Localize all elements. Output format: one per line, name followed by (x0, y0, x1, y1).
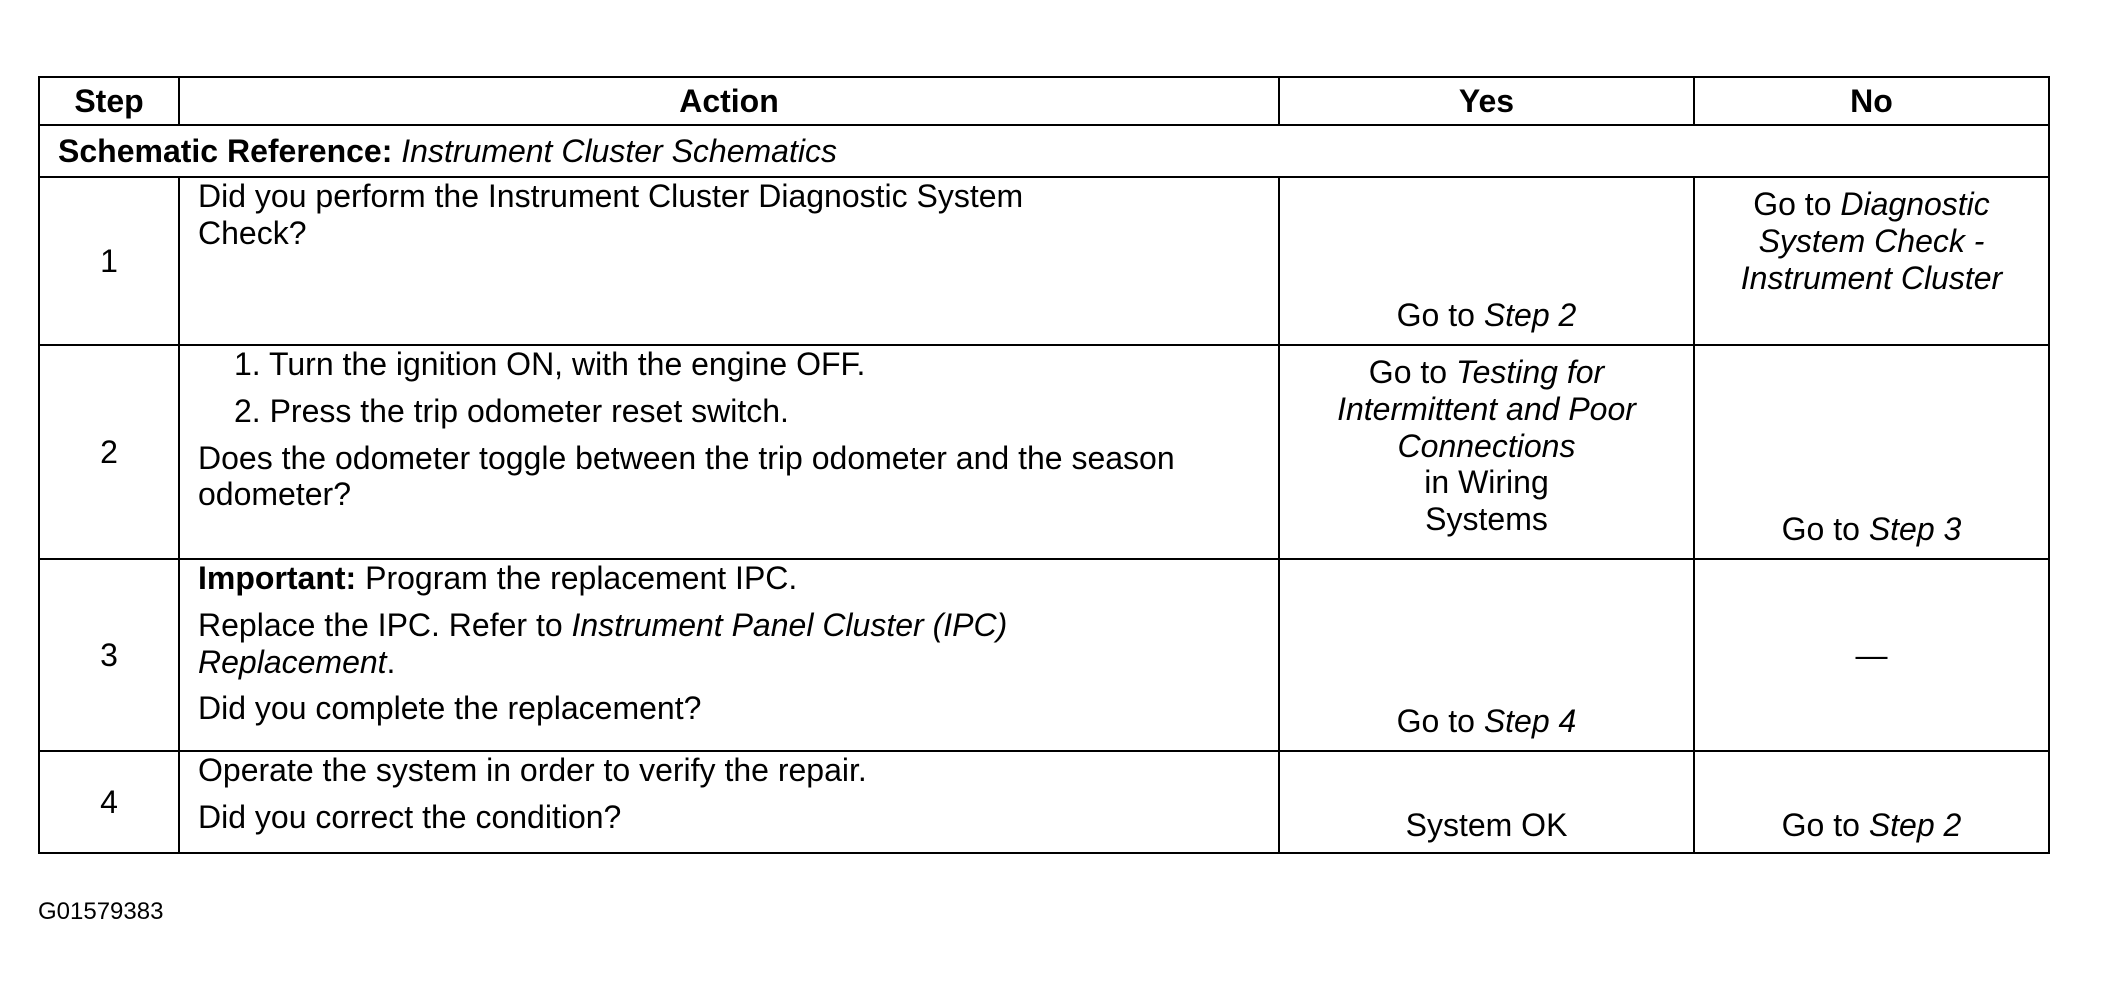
no-cell (1694, 345, 2049, 559)
yes-cell (1279, 751, 1694, 853)
yes-text: System OK (1405, 807, 1568, 844)
header-no: No (1694, 77, 2049, 125)
header-step: Step (39, 77, 179, 125)
no-link[interactable]: Diagnostic System Check - Instrument Cluster (1740, 186, 2003, 296)
replace-link[interactable]: Instrument Panel Cluster (IPC) Replacement (198, 606, 1008, 680)
replace-suffix: . (386, 643, 396, 680)
header-action: Action (179, 77, 1279, 125)
yes-link[interactable]: Step 2 (1483, 297, 1577, 334)
table-row (39, 177, 2049, 345)
action-text: Did you correct the condition? (198, 798, 622, 835)
action-text: Does the odometer toggle between the trip odometer and the season odometer? (198, 439, 1175, 513)
important-text: Program the replacement IPC. (365, 560, 798, 596)
no-dash: — (1855, 636, 1888, 673)
yes-prefix: Go to (1368, 354, 1448, 390)
yes-prefix: Go to (1396, 703, 1475, 740)
yes-prefix: Go to (1396, 297, 1475, 334)
no-link[interactable]: Step 2 (1868, 807, 1962, 844)
action-cell (179, 559, 1279, 751)
no-cell (1694, 751, 2049, 853)
list-item: 2. Press the trip odometer reset switch. (234, 392, 789, 429)
replace-instruction (198, 607, 1138, 681)
important-label: Important: (198, 560, 357, 596)
action-text: Did you perform the Instrument Cluster Diagnostic System Check? (198, 178, 1024, 251)
step-number: 2 (39, 345, 179, 559)
schematic-reference (39, 125, 2049, 177)
schematic-reference-link[interactable]: Instrument Cluster Schematics (401, 132, 837, 169)
yes-suffix: in Wiring Systems (1424, 464, 1549, 538)
step-number: 1 (39, 177, 179, 345)
no-prefix: Go to (1753, 186, 1832, 222)
no-prefix: Go to (1781, 511, 1860, 548)
figure-id: G01579383 (38, 898, 164, 925)
table-row (39, 559, 2049, 751)
no-link[interactable]: Step 3 (1868, 511, 1962, 548)
yes-link[interactable]: Testing for Intermittent and Poor Connections (1337, 354, 1636, 464)
action-cell (179, 177, 1279, 345)
diagnostic-table (38, 76, 2050, 854)
schematic-reference-row (39, 125, 2049, 177)
yes-cell (1279, 177, 1694, 345)
action-text-intro: Operate the system in order to verify the repair. (198, 752, 867, 788)
action-cell (179, 751, 1279, 853)
replace-prefix: Replace the IPC. Refer to (198, 606, 563, 643)
list-item: 1. Turn the ignition ON, with the engine OFF. (234, 346, 866, 382)
action-cell (179, 345, 1279, 559)
step-number: 4 (39, 751, 179, 853)
important-note (198, 560, 1260, 597)
table-row (39, 345, 2049, 559)
table-row (39, 751, 2049, 853)
yes-cell (1279, 345, 1694, 559)
no-cell (1694, 559, 2049, 751)
header-yes: Yes (1279, 77, 1694, 125)
no-prefix: Go to (1781, 807, 1860, 844)
action-text: Did you complete the replacement? (198, 690, 702, 727)
yes-link[interactable]: Step 4 (1483, 703, 1577, 740)
no-cell (1694, 177, 2049, 345)
yes-cell (1279, 559, 1694, 751)
step-number: 3 (39, 559, 179, 751)
schematic-reference-label: Schematic Reference: (58, 132, 393, 169)
header-row (39, 77, 2049, 125)
